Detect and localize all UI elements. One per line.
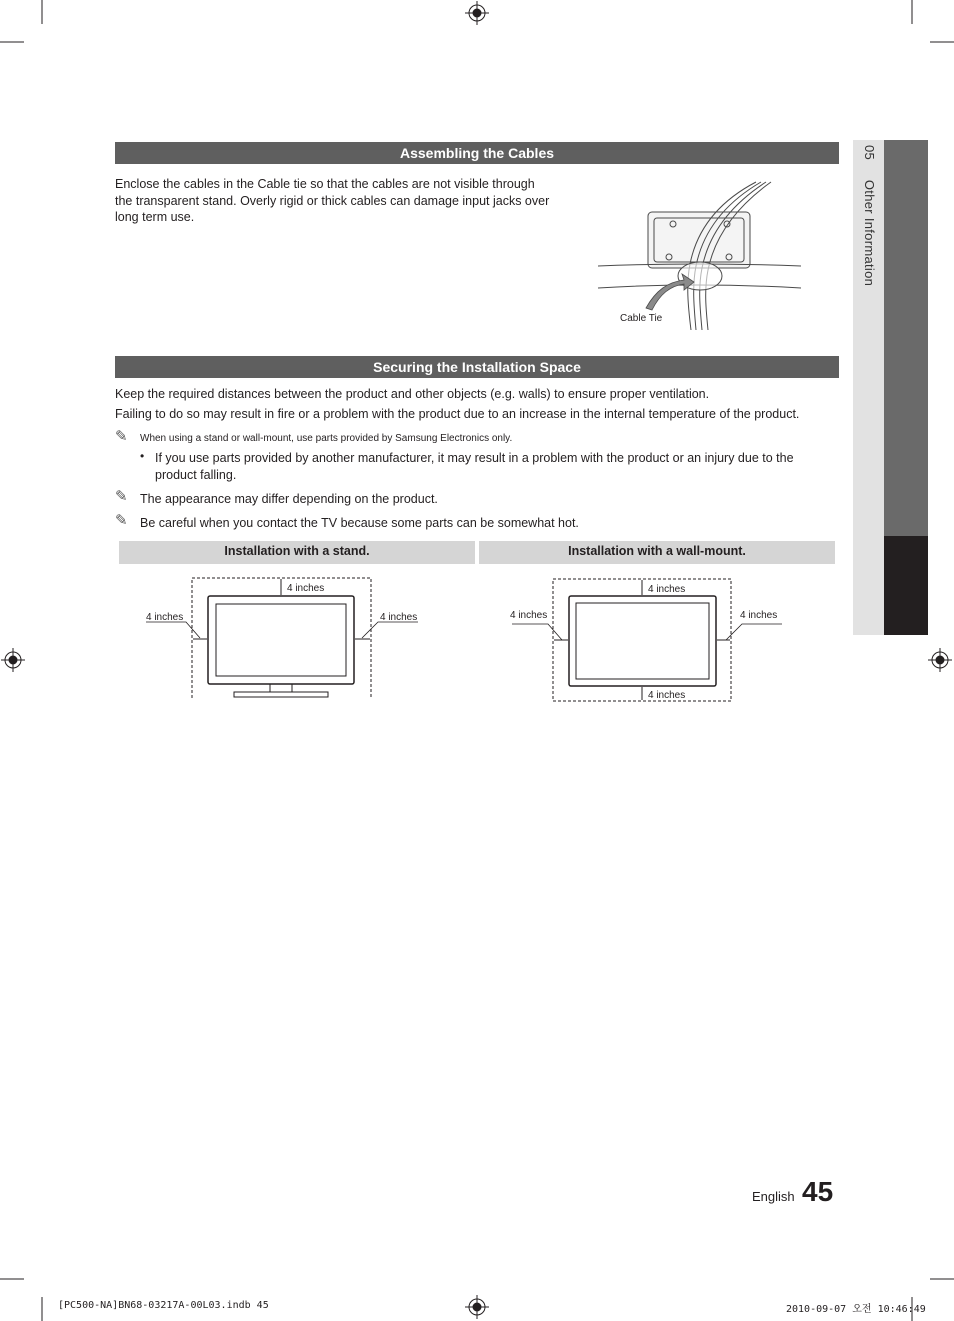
cable-tie-illustration [596,178,806,333]
column-header-wall-mount: Installation with a wall-mount. [479,541,835,564]
dimension-label-right: 4 inches [380,612,418,623]
cable-tie-label: Cable Tie [620,313,663,324]
chapter-number: 05 [862,145,877,161]
wall-mount-installation-diagram [506,574,806,706]
installation-para-2: Failing to do so may result in fire or a problem with the product due to an increase in the internal temperature of the product. [115,407,800,421]
note-pencil-icon: ✎ [115,488,128,505]
stand-installation-diagram [140,574,440,700]
note-pencil-icon: ✎ [115,512,128,529]
dimension-label-left: 4 inches [510,610,548,621]
chapter-tab-dark [884,140,928,536]
installation-para-1: Keep the required distances between the product and other objects (e.g. walls) to ensure proper ventilation. [115,387,710,401]
section-heading-installation-space: Securing the Installation Space [115,356,839,378]
registration-target-icon [465,1295,489,1319]
note-samsung-parts: When using a stand or wall-mount, use parts provided by Samsung Electronics only. [140,433,513,444]
bullet-other-manufacturer: If you use parts provided by another manufacturer, it may result in a problem with the product or an injury due to the product falling. [155,451,794,482]
print-file-info: [PC500-NA]BN68-03217A-00L03.indb 45 [58,1300,269,1311]
registration-target-icon [928,648,952,672]
dimension-label-top: 4 inches [648,584,686,595]
bullet-icon: • [140,449,145,463]
dimension-label-bottom: 4 inches [648,690,686,701]
column-header-stand: Installation with a stand. [119,541,475,564]
dimension-label-top: 4 inches [287,583,325,594]
note-appearance: The appearance may differ depending on the product. [140,492,438,506]
chapter-tab-marker [884,536,928,635]
print-timestamp: 2010-09-07 오전 10:46:49 [786,1304,926,1315]
page-number: 45 [802,1176,834,1207]
chapter-title: Other Information [862,179,877,287]
chapter-tab-label [857,145,877,305]
registration-target-icon [1,648,25,672]
note-pencil-icon: ✎ [115,428,128,445]
note-hot-parts: Be careful when you contact the TV because some parts can be somewhat hot. [140,516,579,530]
footer-language: English [752,1189,795,1204]
dimension-label-left: 4 inches [146,612,184,623]
section-heading-assembling-cables: Assembling the Cables [115,142,839,164]
assembling-cables-text: Enclose the cables in the Cable tie so that the cables are not visible through the transparent stand. Overly rigid or thick cables can damage input jacks over long term use. [115,177,550,224]
dimension-label-right: 4 inches [740,610,778,621]
registration-target-icon [465,1,489,25]
